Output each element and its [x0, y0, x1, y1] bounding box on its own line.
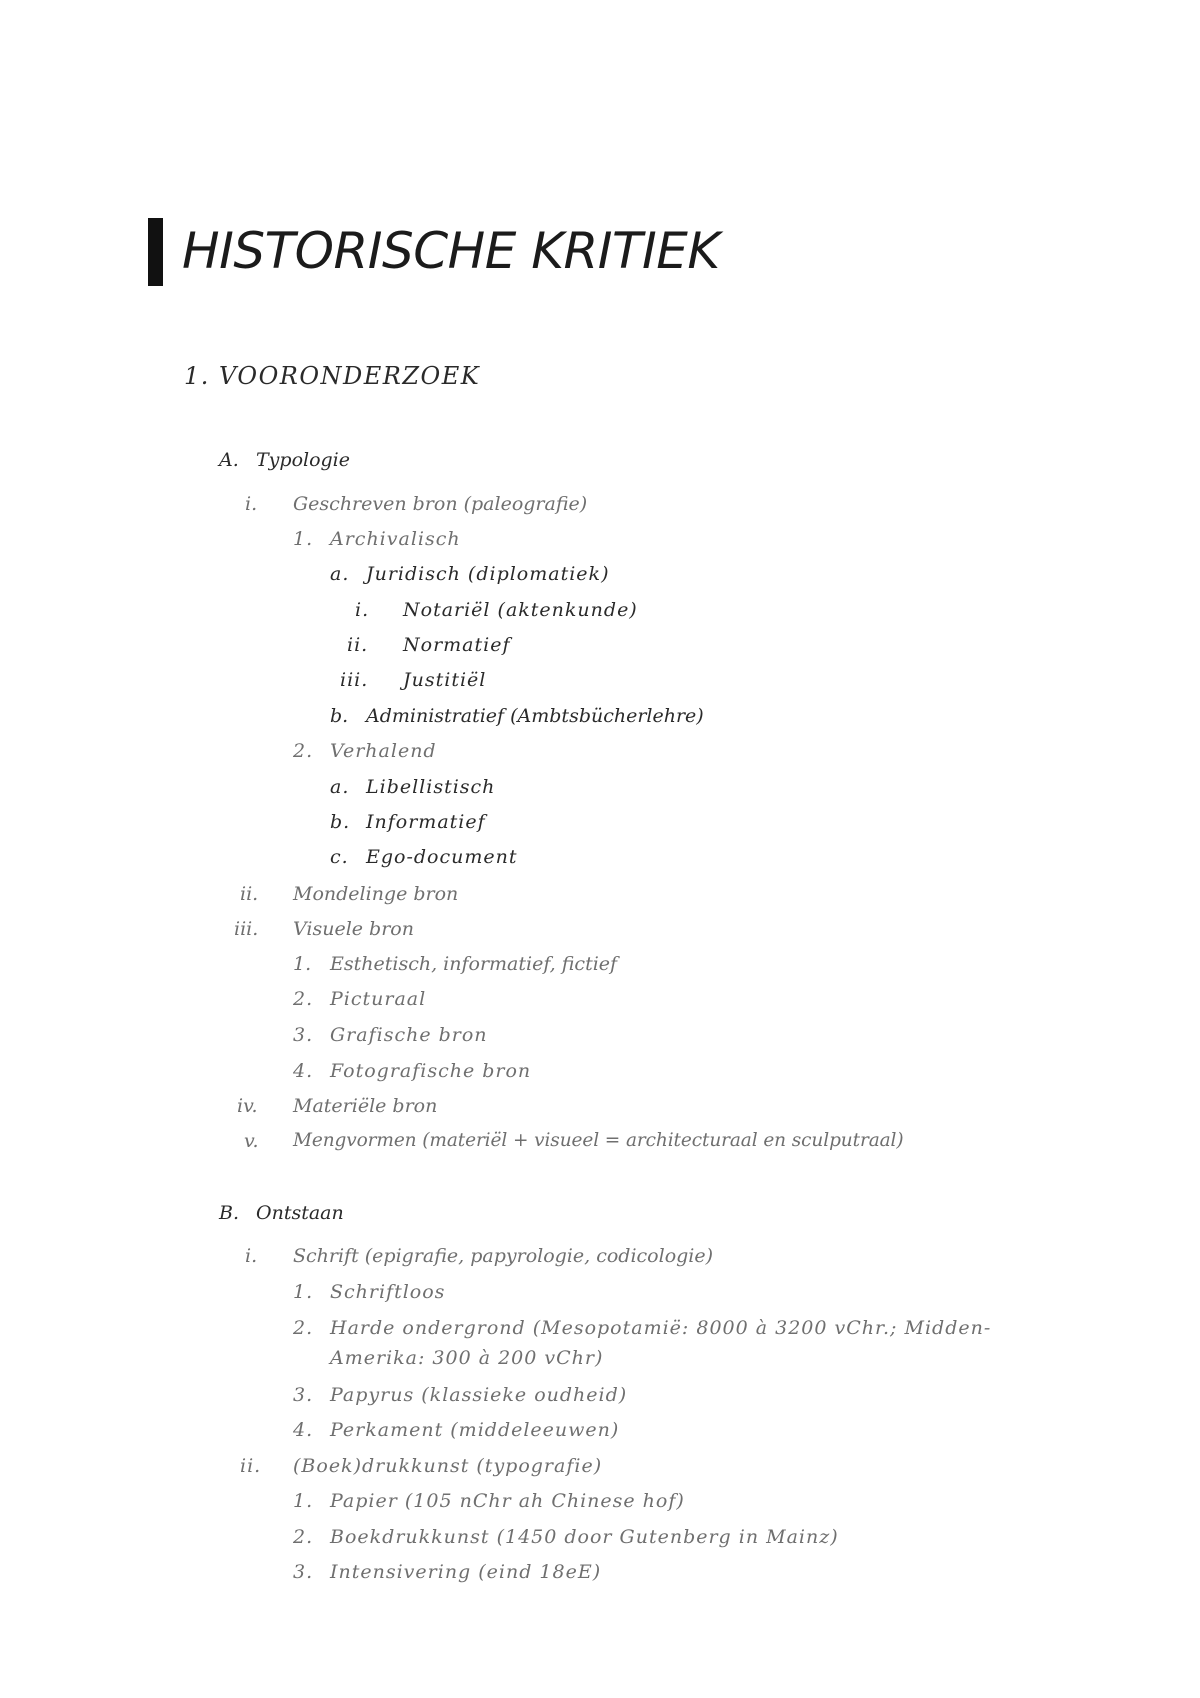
- list-text: Verhalend: [330, 740, 437, 762]
- list-marker: 2.: [293, 988, 314, 1010]
- list-text: Justitiël: [403, 669, 487, 691]
- list-marker: 1.: [293, 1281, 314, 1303]
- document-title: HISTORISCHE KRITIEK: [182, 222, 720, 280]
- list-marker: a.: [330, 776, 350, 798]
- list-text: Grafische bron: [330, 1024, 488, 1046]
- list-text: Geschreven bron (paleografie): [293, 493, 588, 515]
- list-marker: c.: [330, 846, 349, 868]
- list-marker: ii.: [240, 883, 259, 905]
- list-marker: i.: [245, 493, 258, 515]
- list-text: (Boek)drukkunst (typografie): [293, 1455, 603, 1477]
- list-marker: ii.: [347, 634, 369, 656]
- list-text: Papyrus (klassieke oudheid): [330, 1384, 628, 1406]
- section-label: VOORONDERZOEK: [219, 362, 481, 390]
- list-marker: 3.: [293, 1561, 314, 1583]
- list-marker: 2.: [293, 1317, 314, 1339]
- list-marker: a.: [330, 563, 350, 585]
- list-text: Mondelinge bron: [293, 883, 459, 905]
- list-text: Ontstaan: [256, 1202, 344, 1224]
- list-marker: 1.: [293, 528, 314, 550]
- list-marker: 1.: [293, 1490, 314, 1512]
- list-text: Notariël (aktenkunde): [403, 599, 638, 621]
- list-marker: 3.: [293, 1024, 314, 1046]
- list-marker: 4.: [293, 1060, 314, 1082]
- list-marker: v.: [244, 1130, 259, 1152]
- list-marker: i.: [355, 599, 370, 621]
- list-text: Ego-document: [366, 846, 518, 868]
- list-marker: ii.: [240, 1455, 262, 1477]
- list-marker: B.: [219, 1202, 240, 1224]
- list-marker: iv.: [237, 1095, 258, 1117]
- list-marker: i.: [245, 1245, 258, 1267]
- list-text: Schrift (epigrafie, papyrologie, codicologie): [293, 1245, 714, 1267]
- list-text: Fotografische bron: [330, 1060, 532, 1082]
- list-marker: b.: [330, 705, 349, 727]
- list-marker: iii.: [340, 669, 369, 691]
- list-text: Schriftloos: [330, 1281, 446, 1303]
- list-text: Picturaal: [330, 988, 427, 1010]
- list-text: Mengvormen (materiël + visueel = architecturaal en sculputraal): [293, 1130, 904, 1151]
- list-text: Harde ondergrond (Mesopotamië: 8000 à 3200 vChr.; Midden-: [330, 1317, 992, 1339]
- list-text: Archivalisch: [330, 528, 461, 550]
- list-text: Normatief: [403, 634, 511, 656]
- list-marker: b.: [330, 811, 351, 833]
- list-text: Perkament (middeleeuwen): [330, 1419, 620, 1441]
- list-text: Visuele bron: [293, 918, 414, 940]
- list-text: Materiële bron: [293, 1095, 438, 1117]
- list-text: Typologie: [256, 449, 351, 471]
- list-text: Amerika: 300 à 200 vChr): [330, 1347, 604, 1369]
- list-text: Intensivering (eind 18eE): [330, 1561, 602, 1583]
- list-marker: A.: [219, 449, 239, 471]
- list-text: Juridisch (diplomatiek): [366, 563, 610, 585]
- list-text: Administratief (Ambtsbücherlehre): [366, 705, 704, 727]
- list-text: Esthetisch, informatief, fictief: [330, 953, 618, 975]
- list-marker: iii.: [234, 918, 259, 940]
- list-marker: 4.: [293, 1419, 314, 1441]
- list-marker: 1.: [293, 953, 312, 975]
- list-text: Informatief: [366, 811, 486, 833]
- list-text: Papier (105 nChr ah Chinese hof): [330, 1490, 685, 1512]
- list-text: Boekdrukkunst (1450 door Gutenberg in Mainz): [330, 1526, 839, 1548]
- list-marker: 2.: [293, 740, 314, 762]
- list-text: Libellistisch: [366, 776, 496, 798]
- list-marker: 3.: [293, 1384, 314, 1406]
- section-number: 1.: [184, 362, 210, 390]
- list-marker: 2.: [293, 1526, 314, 1548]
- section-heading: [184, 359, 480, 393]
- heading-accent-bar: [148, 218, 163, 286]
